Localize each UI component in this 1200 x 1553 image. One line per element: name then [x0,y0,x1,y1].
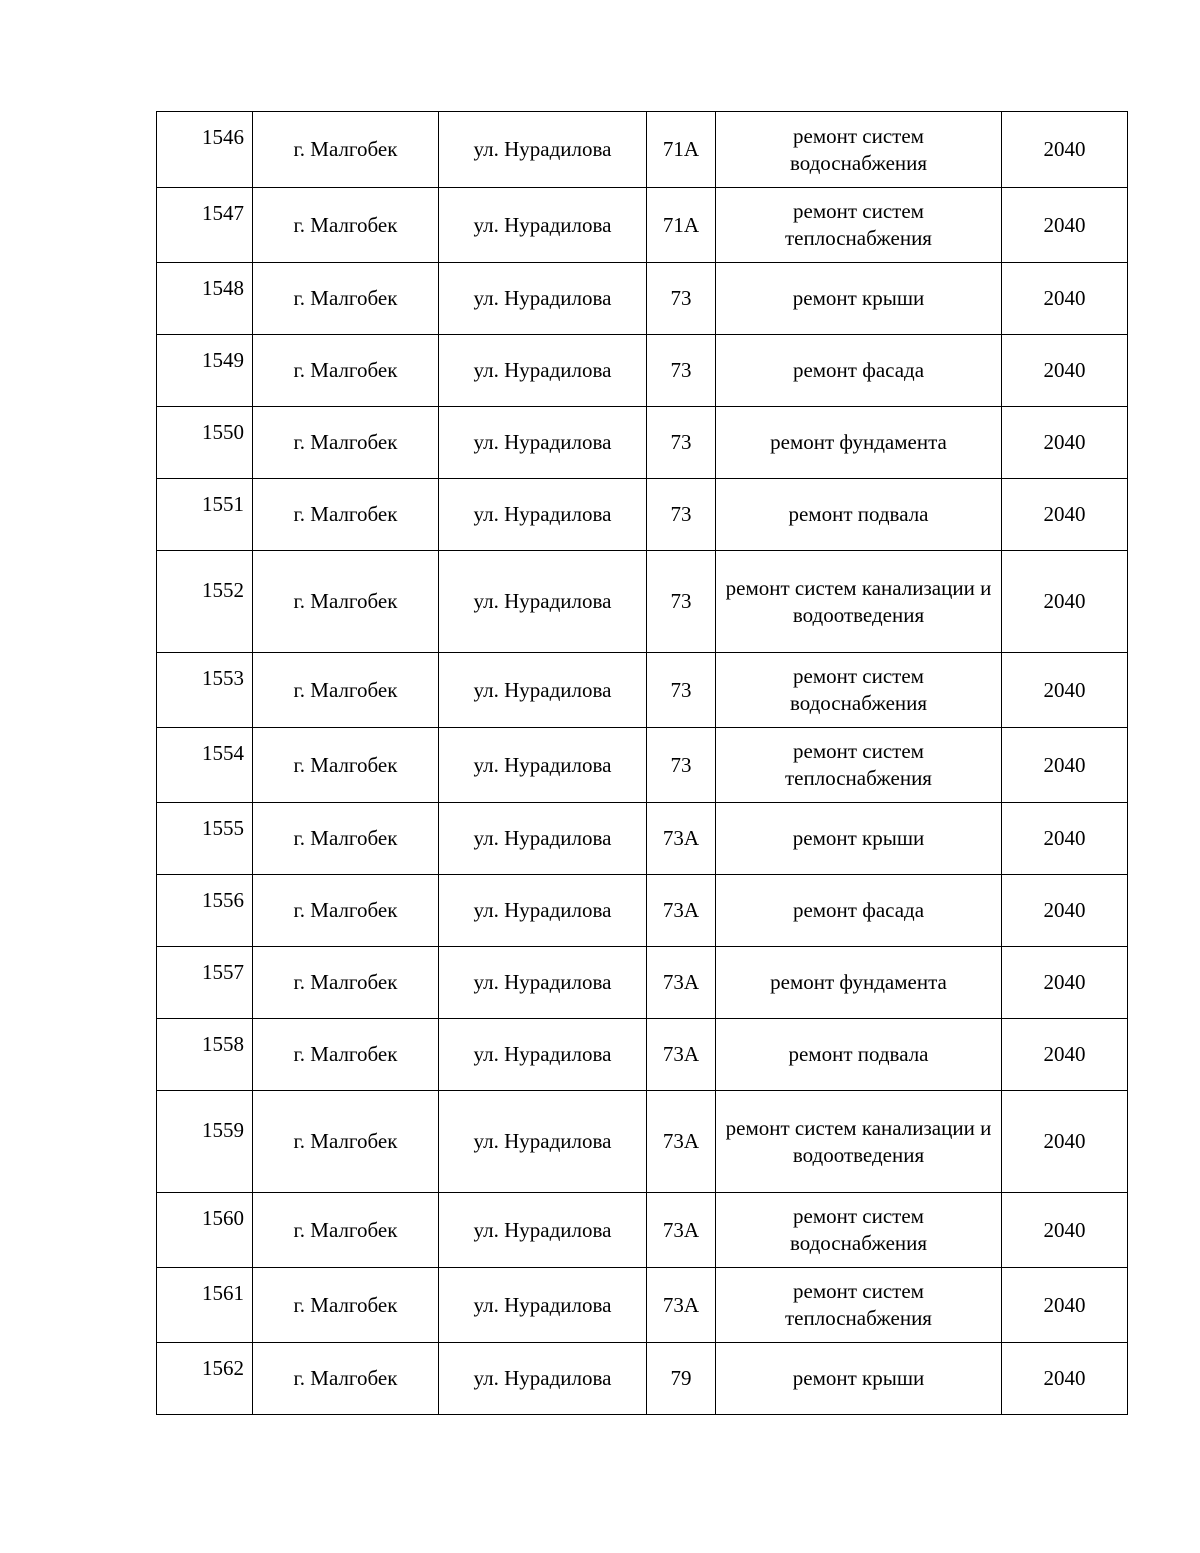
street-cell: ул. Нурадилова [439,1019,647,1091]
repair-schedule-table [156,111,1128,1415]
work-type-cell: ремонт крыши [716,803,1002,875]
work-type-cell: ремонт фундамента [716,947,1002,1019]
street-cell: ул. Нурадилова [439,728,647,803]
year-cell: 2040 [1002,1343,1128,1415]
house-number-cell: 73 [647,653,716,728]
street-cell: ул. Нурадилова [439,551,647,653]
year-cell: 2040 [1002,1193,1128,1268]
street-cell: ул. Нурадилова [439,803,647,875]
table-row [157,803,1128,875]
house-number-cell: 73 [647,407,716,479]
city-cell: г. Малгобек [253,1091,439,1193]
house-number-cell: 73 [647,335,716,407]
row-number-cell: 1547 [157,188,253,263]
house-number-cell: 73А [647,1193,716,1268]
city-cell: г. Малгобек [253,407,439,479]
row-number-cell: 1558 [157,1019,253,1091]
row-number-cell: 1559 [157,1091,253,1193]
row-number-cell: 1551 [157,479,253,551]
row-number-cell: 1554 [157,728,253,803]
street-cell: ул. Нурадилова [439,112,647,188]
year-cell: 2040 [1002,875,1128,947]
work-type-cell: ремонт подвала [716,479,1002,551]
table-row [157,479,1128,551]
row-number-cell: 1557 [157,947,253,1019]
house-number-cell: 79 [647,1343,716,1415]
year-cell: 2040 [1002,1019,1128,1091]
table-row [157,407,1128,479]
work-type-cell: ремонт подвала [716,1019,1002,1091]
work-type-cell: ремонт систем водоснабжения [716,112,1002,188]
city-cell: г. Малгобек [253,112,439,188]
street-cell: ул. Нурадилова [439,407,647,479]
street-cell: ул. Нурадилова [439,653,647,728]
street-cell: ул. Нурадилова [439,335,647,407]
house-number-cell: 71А [647,188,716,263]
work-type-cell: ремонт фасада [716,875,1002,947]
year-cell: 2040 [1002,335,1128,407]
row-number-cell: 1562 [157,1343,253,1415]
row-number-cell: 1561 [157,1268,253,1343]
year-cell: 2040 [1002,551,1128,653]
city-cell: г. Малгобек [253,1268,439,1343]
street-cell: ул. Нурадилова [439,263,647,335]
year-cell: 2040 [1002,188,1128,263]
city-cell: г. Малгобек [253,551,439,653]
city-cell: г. Малгобек [253,335,439,407]
city-cell: г. Малгобек [253,653,439,728]
work-type-cell: ремонт систем канализации и водоотведения [716,551,1002,653]
house-number-cell: 73А [647,875,716,947]
house-number-cell: 73А [647,1091,716,1193]
table-row [157,728,1128,803]
year-cell: 2040 [1002,479,1128,551]
row-number-cell: 1548 [157,263,253,335]
house-number-cell: 73 [647,479,716,551]
year-cell: 2040 [1002,653,1128,728]
row-number-cell: 1555 [157,803,253,875]
work-type-cell: ремонт фасада [716,335,1002,407]
work-type-cell: ремонт фундамента [716,407,1002,479]
work-type-cell: ремонт систем теплоснабжения [716,728,1002,803]
table-row [157,188,1128,263]
city-cell: г. Малгобек [253,263,439,335]
row-number-cell: 1560 [157,1193,253,1268]
city-cell: г. Малгобек [253,1019,439,1091]
row-number-cell: 1553 [157,653,253,728]
street-cell: ул. Нурадилова [439,188,647,263]
row-number-cell: 1556 [157,875,253,947]
table-row [157,875,1128,947]
city-cell: г. Малгобек [253,947,439,1019]
table-row [157,1268,1128,1343]
house-number-cell: 73А [647,1268,716,1343]
house-number-cell: 73А [647,1019,716,1091]
street-cell: ул. Нурадилова [439,875,647,947]
year-cell: 2040 [1002,1268,1128,1343]
work-type-cell: ремонт крыши [716,1343,1002,1415]
house-number-cell: 73А [647,947,716,1019]
house-number-cell: 73А [647,803,716,875]
street-cell: ул. Нурадилова [439,479,647,551]
house-number-cell: 73 [647,728,716,803]
street-cell: ул. Нурадилова [439,1193,647,1268]
street-cell: ул. Нурадилова [439,1343,647,1415]
work-type-cell: ремонт систем теплоснабжения [716,188,1002,263]
table-row [157,335,1128,407]
year-cell: 2040 [1002,803,1128,875]
year-cell: 2040 [1002,1091,1128,1193]
table-row [157,947,1128,1019]
work-type-cell: ремонт систем теплоснабжения [716,1268,1002,1343]
street-cell: ул. Нурадилова [439,1268,647,1343]
year-cell: 2040 [1002,947,1128,1019]
table-row [157,551,1128,653]
work-type-cell: ремонт систем водоснабжения [716,653,1002,728]
house-number-cell: 73 [647,551,716,653]
row-number-cell: 1546 [157,112,253,188]
street-cell: ул. Нурадилова [439,947,647,1019]
street-cell: ул. Нурадилова [439,1091,647,1193]
table-row [157,112,1128,188]
city-cell: г. Малгобек [253,188,439,263]
city-cell: г. Малгобек [253,1343,439,1415]
house-number-cell: 71А [647,112,716,188]
work-type-cell: ремонт систем водоснабжения [716,1193,1002,1268]
table-row [157,1019,1128,1091]
year-cell: 2040 [1002,263,1128,335]
house-number-cell: 73 [647,263,716,335]
work-type-cell: ремонт систем канализации и водоотведения [716,1091,1002,1193]
table-row [157,263,1128,335]
year-cell: 2040 [1002,728,1128,803]
city-cell: г. Малгобек [253,479,439,551]
city-cell: г. Малгобек [253,1193,439,1268]
year-cell: 2040 [1002,112,1128,188]
city-cell: г. Малгобек [253,728,439,803]
row-number-cell: 1549 [157,335,253,407]
city-cell: г. Малгобек [253,803,439,875]
table-row [157,653,1128,728]
city-cell: г. Малгобек [253,875,439,947]
work-type-cell: ремонт крыши [716,263,1002,335]
year-cell: 2040 [1002,407,1128,479]
table-row [157,1193,1128,1268]
table-row [157,1343,1128,1415]
row-number-cell: 1550 [157,407,253,479]
table-row [157,1091,1128,1193]
row-number-cell: 1552 [157,551,253,653]
